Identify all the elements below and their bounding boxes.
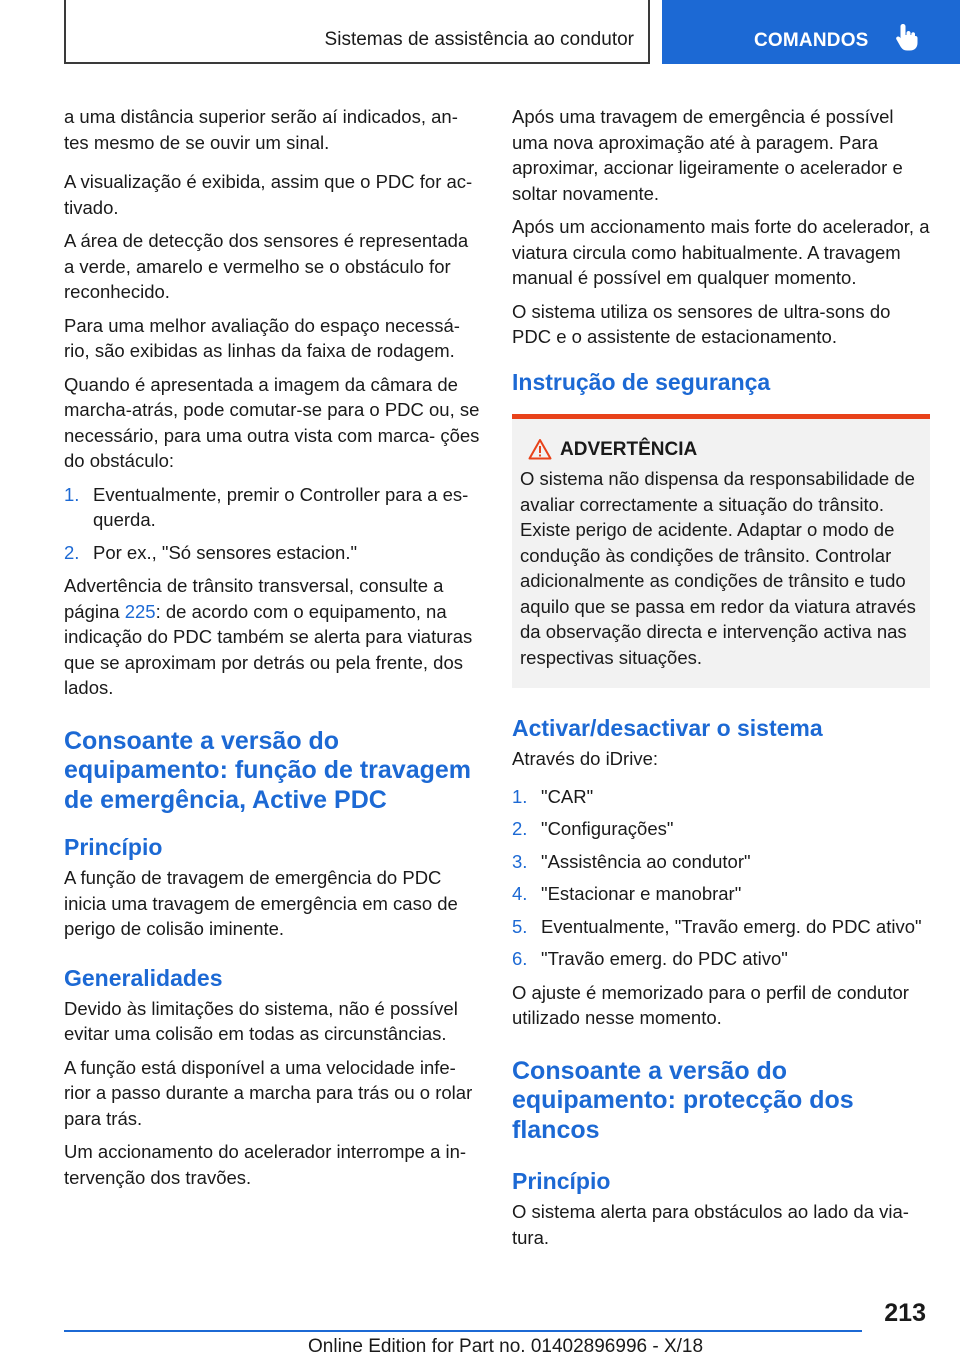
paragraph: O sistema utiliza os sensores de ultra-sons do PDC e o assistente de estacionamento.	[512, 300, 891, 347]
header-section-box	[64, 0, 650, 64]
paragraph: a uma distância superior serão aí indicados, an‐ tes mesmo de se ouvir um sinal.	[64, 106, 458, 153]
paragraph: Devido às limitações do sistema, não é possível evitar uma colisão em todas as circunstâncias.	[64, 997, 458, 1044]
page-link-225[interactable]: 225	[124, 600, 156, 622]
list-item	[512, 816, 930, 842]
left-column	[64, 104, 480, 1198]
list-text: Eventualmente, premir o Controller para a es‐ querda.	[93, 483, 469, 530]
subsection-heading-safety: Instrução de segurança	[512, 368, 771, 395]
paragraph: Após uma travagem de emergência é possível uma nova aproximação até à paragem. Para aproximar, accionar ligeiramente o acelerador e soltar novamente.	[512, 106, 903, 204]
paragraph-text: Advertência de trânsito transversal, consulte a página	[64, 575, 444, 622]
list-number: 1.	[64, 483, 80, 505]
list-number: 5.	[512, 915, 528, 937]
list-text: Eventualmente, "Travão emerg. do PDC ativo"	[541, 915, 922, 937]
idrive-steps-list	[512, 784, 930, 972]
section-heading: Consoante a versão do equipamento: função de travagem de emergência, Active PDC	[64, 726, 472, 814]
paragraph: A área de detecção dos sensores é representada a verde, amarelo e vermelho se o obstáculo for reconhecido.	[64, 230, 469, 302]
footer-divider	[64, 1330, 862, 1332]
tab-label: COMANDOS	[754, 30, 869, 51]
list-item	[512, 784, 930, 810]
list-item	[512, 881, 930, 907]
warning-title-text: ADVERTÊNCIA	[560, 438, 698, 460]
list-text: "Estacionar e manobrar"	[541, 883, 742, 904]
list-number: 6.	[512, 948, 528, 969]
list-number: 3.	[512, 850, 528, 872]
warning-text: O sistema não dispensa da responsabilidade de avaliar correctamente a situação do trânsito. Existe perigo de acidente. Adaptar o modo de condução às condições de trânsito. Controlar adicionalmente as condições de trânsito e tudo aquilo que se passa em redor da viatura através da observação directa e intervenção activa nas respectivas situações.	[520, 468, 916, 668]
list-item	[64, 482, 480, 533]
edition-footer: Online Edition for Part no. 01402896996 - X/18	[308, 1336, 704, 1357]
paragraph: Através do iDrive:	[512, 748, 658, 769]
header-tab-commands[interactable]	[662, 0, 960, 64]
list-text: "Assistência ao condutor"	[541, 850, 751, 872]
steps-list	[64, 482, 480, 566]
section-heading: Consoante a versão do equipamento: protecção dos flancos	[512, 1056, 854, 1144]
paragraph-text: : de acordo com o equipamento, na indicação do PDC também se alerta para viaturas que se aproximam por detrás ou pela frente, dos lados.	[64, 600, 473, 698]
paragraph: A função de travagem de emergência do PDC inicia uma travagem de emergência em caso de perigo de colisão iminente.	[64, 867, 458, 939]
hand-pointer-icon	[894, 22, 920, 52]
right-column	[512, 104, 930, 1258]
subsection-heading: Generalidades	[64, 964, 223, 991]
page-number: 213	[884, 1299, 926, 1327]
paragraph: A função está disponível a uma velocidade infe‐ rior a passo durante a marcha para trás ou o rolar para trás.	[64, 1056, 473, 1129]
warning-box	[512, 414, 930, 689]
list-text: "Configurações"	[541, 818, 674, 839]
subsection-heading-activate: Activar/desactivar o sistema	[512, 715, 823, 741]
paragraph: O ajuste é memorizado para o perfil de condutor utilizado nesse momento.	[512, 981, 909, 1028]
warning-triangle-icon	[528, 438, 552, 460]
list-item	[64, 540, 480, 566]
warning-title	[520, 437, 922, 463]
list-item	[512, 946, 930, 972]
paragraph-cross-traffic	[64, 573, 480, 701]
subsection-heading: Princípio	[64, 834, 163, 860]
paragraph: Um accionamento do acelerador interrompe a in‐ tervenção dos travões.	[64, 1141, 467, 1188]
paragraph: Para uma melhor avaliação do espaço necessá‐ rio, são exibidas as linhas da faixa de rodagem.	[64, 314, 460, 361]
list-text: Por ex., "Só sensores estacion."	[93, 541, 358, 563]
list-text: "CAR"	[541, 785, 594, 807]
subsection-heading: Princípio	[512, 1168, 611, 1194]
list-number: 4.	[512, 883, 528, 904]
list-number: 2.	[64, 541, 80, 563]
paragraph: O sistema alerta para obstáculos ao lado da via‐ tura.	[512, 1201, 909, 1248]
section-title: Sistemas de assistência ao condutor	[324, 29, 634, 50]
list-item	[512, 849, 930, 875]
list-text: "Travão emerg. do PDC ativo"	[541, 948, 788, 969]
list-number: 2.	[512, 818, 528, 839]
paragraph: A visualização é exibida, assim que o PDC for ac‐ tivado.	[64, 171, 473, 218]
paragraph: Quando é apresentada a imagem da câmara de marcha-atrás, pode comutar-se para o PDC ou, se necessário, para uma outra vista com marca‐ ções do obstáculo:	[64, 373, 480, 471]
list-item	[512, 914, 930, 940]
paragraph: Após um accionamento mais forte do acelerador, a viatura circula como habitualmente. A travagem manual é possível em qualquer momento.	[512, 216, 930, 288]
list-number: 1.	[512, 785, 528, 807]
